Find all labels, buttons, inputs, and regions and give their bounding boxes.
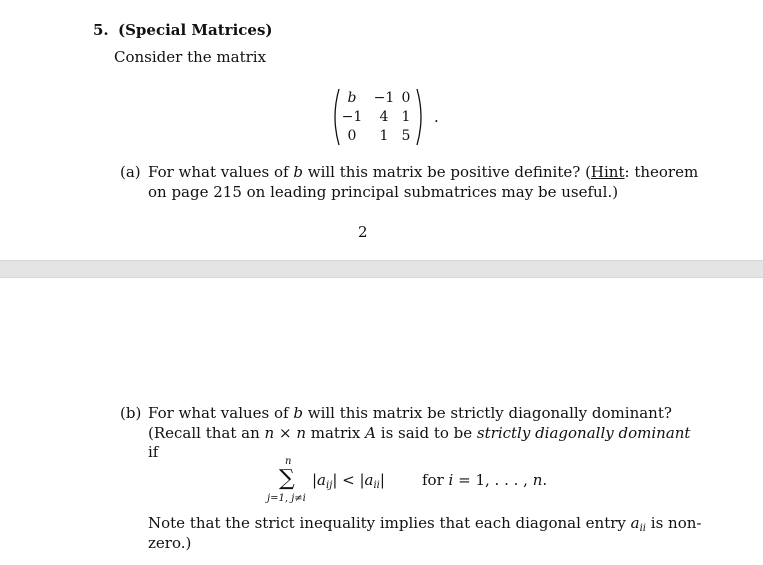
times-sign: ×: [274, 424, 297, 442]
recall-mid2: is said to be: [376, 424, 477, 442]
matrix-cell-1-2: −1: [373, 90, 395, 106]
part-a-text-post: will this matrix be positive definite? (: [302, 163, 591, 181]
matrix-cell-2-2: 4: [379, 109, 389, 125]
aii-subscript: ii: [639, 523, 647, 534]
problem-title: (Special Matrices): [118, 21, 273, 39]
matrix: [330, 88, 430, 146]
note-pre: Note that the strict inequality implies that each diagonal entry: [148, 514, 631, 532]
hint-word: Hint: [590, 163, 625, 181]
part-b-label: (b): [120, 404, 142, 422]
matrix-period: .: [434, 108, 439, 126]
range-text: = 1, . . . ,: [453, 471, 533, 489]
var-b: b: [293, 163, 303, 181]
less-than: <: [337, 471, 360, 489]
var-n: n: [296, 424, 306, 442]
abs-aij-close: |: [332, 471, 338, 489]
recall-mid: matrix: [305, 424, 366, 442]
problem-number: 5.: [93, 21, 109, 39]
page-number: 2: [358, 223, 368, 241]
sum-symbol: ∑: [279, 466, 295, 491]
abs-aii-close: |: [379, 471, 385, 489]
for-text: for: [422, 471, 449, 489]
note-line2: zero.): [148, 534, 192, 552]
part-b-line1: [148, 404, 672, 422]
matrix-cell-3-1: 0: [347, 128, 357, 144]
part-a-label: (a): [120, 163, 141, 181]
formula-range: [422, 471, 547, 489]
formula-period: .: [542, 471, 548, 489]
aij-subscript: ij: [326, 480, 333, 491]
matrix-cell-2-3: 1: [401, 109, 411, 125]
intro-text: Consider the matrix: [114, 48, 267, 66]
right-parenthesis: [416, 88, 426, 146]
emphasis-term: strictly diagonally dominant: [476, 424, 691, 442]
part-a-line2: on page 215 on leading principal submatrices may be useful.): [148, 183, 619, 201]
recall-pre: (Recall that an: [148, 424, 265, 442]
sum-lower-limit: j=1, j≠i: [267, 493, 306, 504]
abs-aij-open: |a: [312, 471, 326, 489]
part-b-text-pre: For what values of: [148, 404, 294, 422]
part-b-line3: if: [148, 443, 159, 461]
part-b-text-post: will this matrix be strictly diagonally dominant?: [302, 404, 672, 422]
var-n: n: [532, 471, 543, 489]
matrix-cell-3-2: 1: [379, 128, 389, 144]
matrix-cell-1-1: b: [347, 90, 357, 106]
part-b-line2: [148, 424, 690, 442]
part-a-line1: [148, 163, 698, 181]
part-a-text-end: : theorem: [624, 163, 699, 181]
var-A: A: [365, 424, 376, 442]
matrix-cell-2-1: −1: [341, 109, 363, 125]
inequality: [312, 471, 385, 491]
note-line1: [148, 514, 701, 534]
var-b: b: [293, 404, 303, 422]
var-a: a: [630, 514, 640, 532]
var-i: i: [448, 471, 454, 489]
matrix-cell-1-3: 0: [401, 90, 411, 106]
note-post: is non-: [646, 514, 702, 532]
sum-upper-limit: n: [285, 456, 292, 467]
var-n: n: [264, 424, 275, 442]
part-a-text-pre: For what values of: [148, 163, 294, 181]
matrix-cell-3-3: 5: [401, 128, 411, 144]
abs-aii-open: |a: [359, 471, 374, 489]
aii-subscript: ii: [373, 480, 380, 491]
page-separator: [0, 260, 763, 278]
